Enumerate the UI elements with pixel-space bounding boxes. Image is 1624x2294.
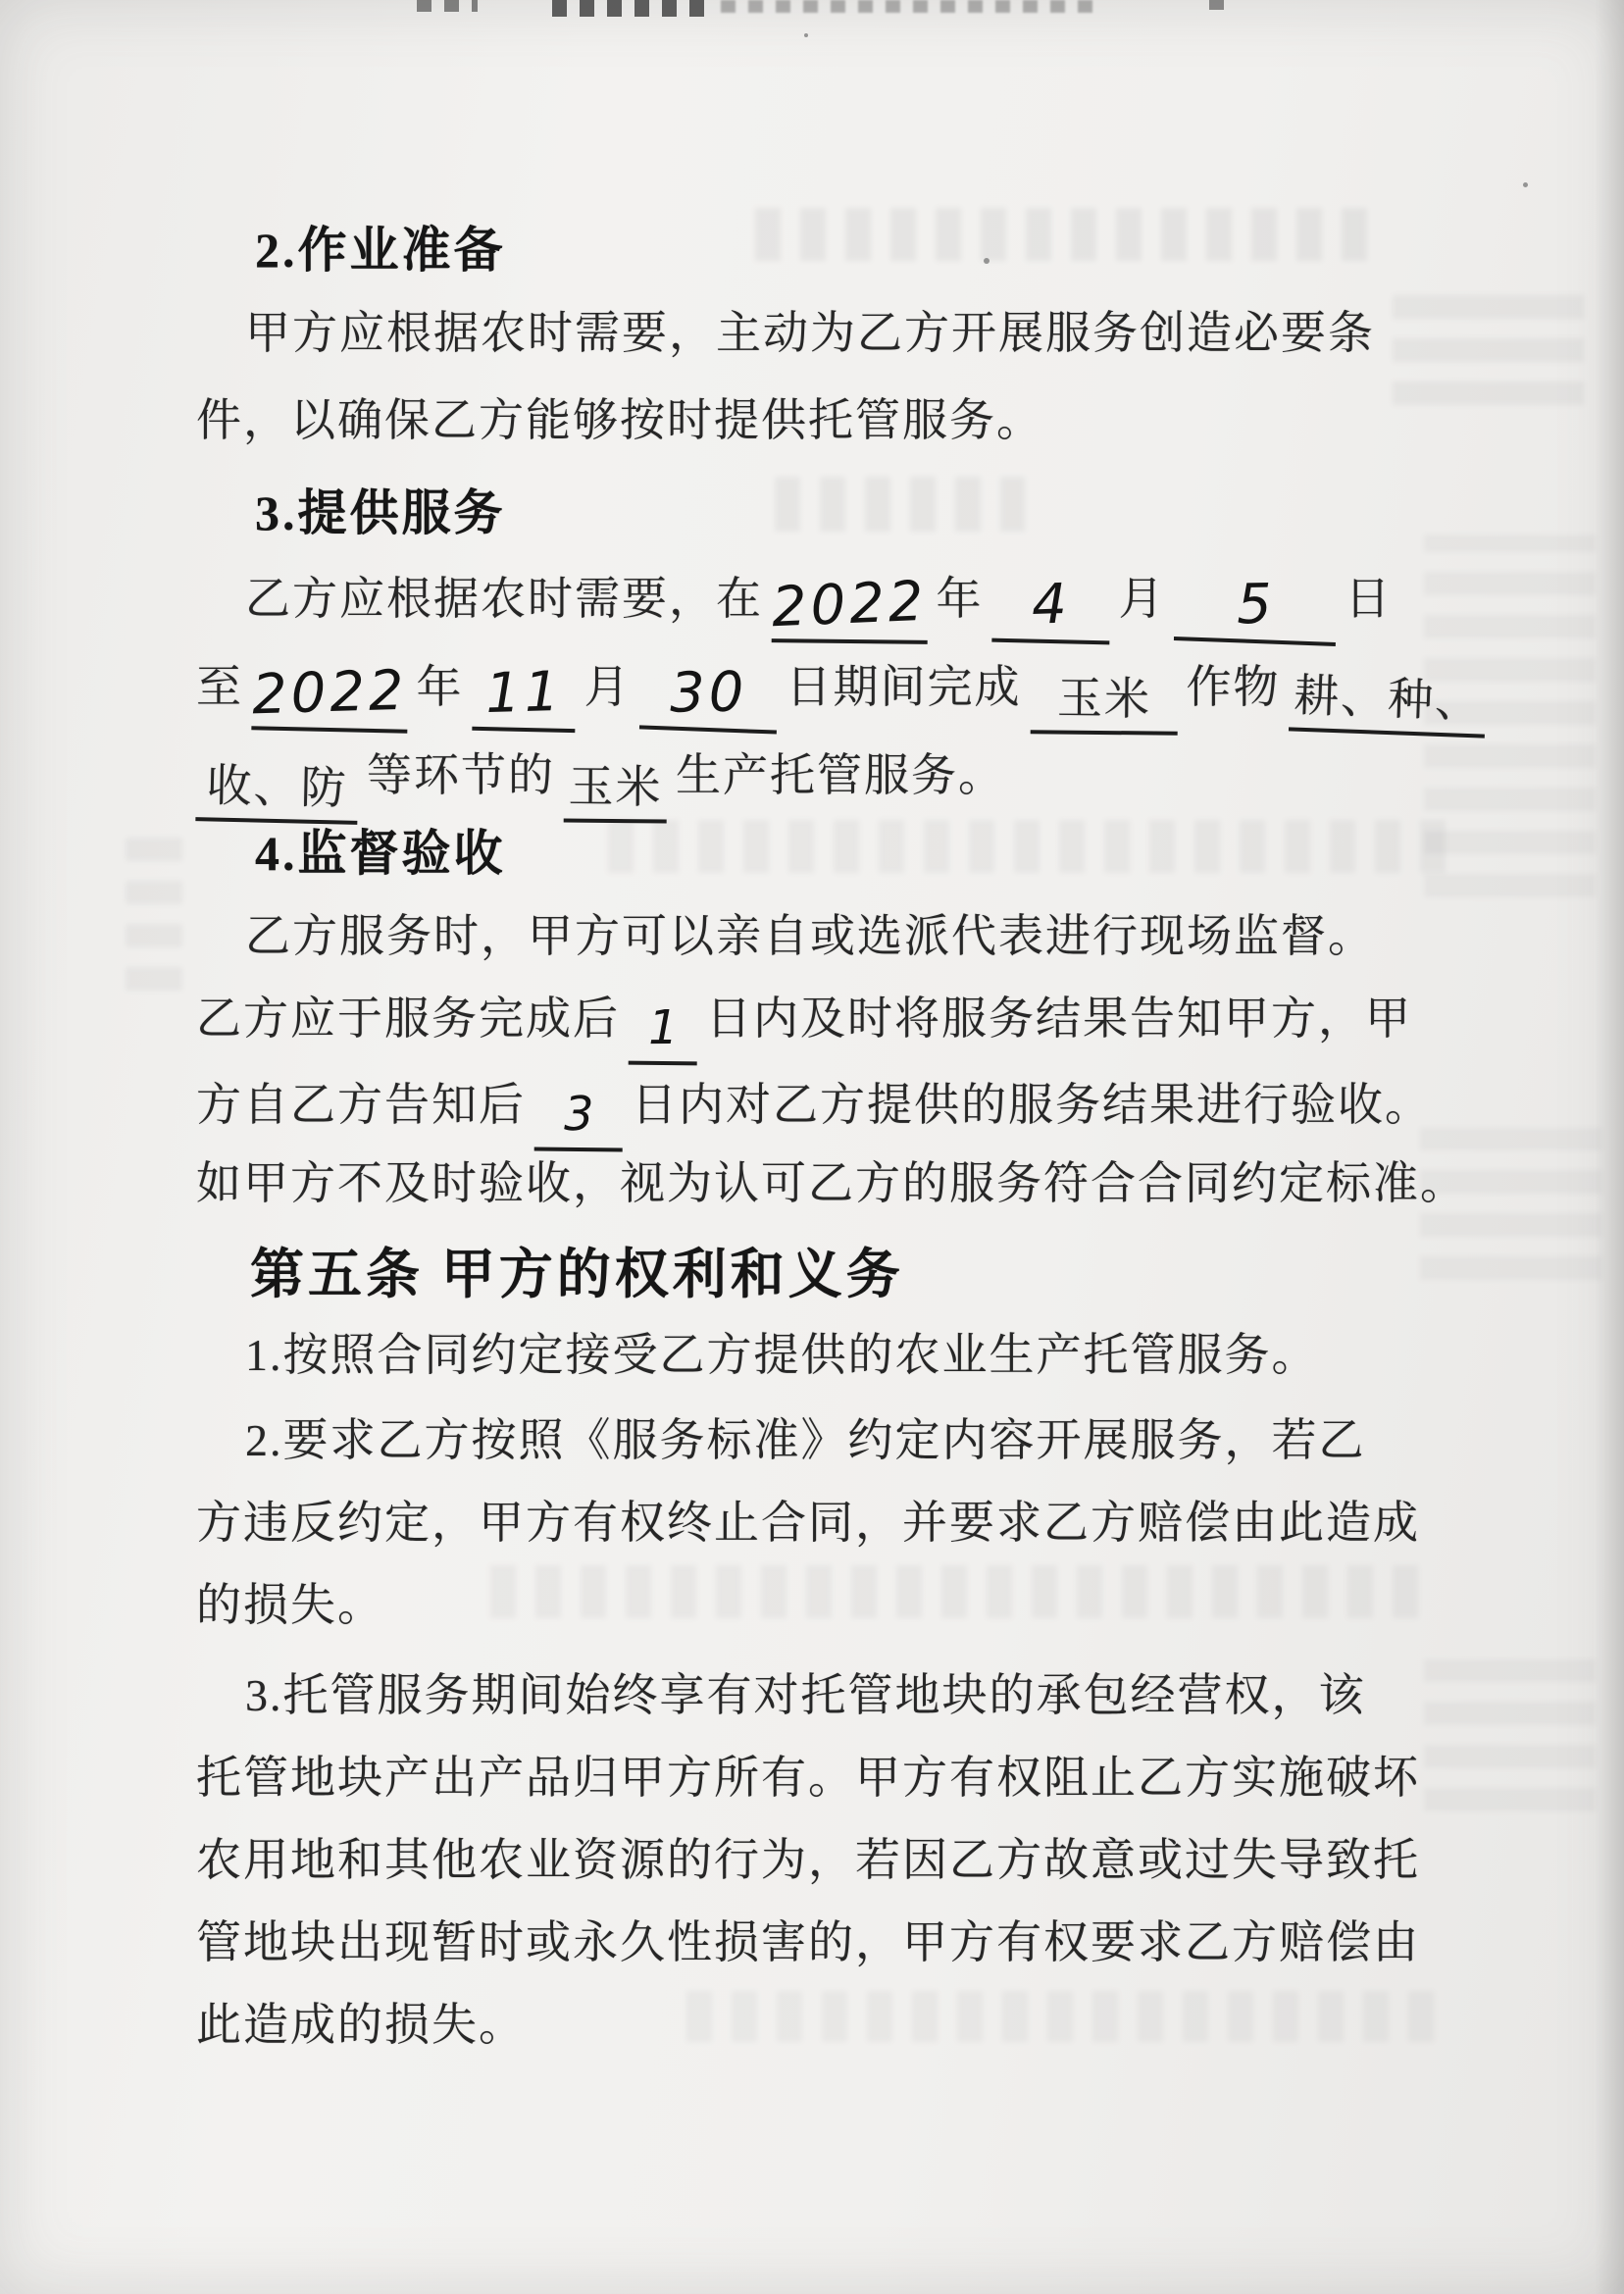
service-links-filled-2: 收、防: [206, 760, 349, 814]
section-4-line-1: 乙方服务时，甲方可以亲自或选派代表进行现场监督。: [245, 911, 1375, 961]
start-month-blank: [991, 572, 1110, 645]
month-label: 月: [584, 662, 632, 712]
article-5-item-3-line-2: 托管地块产出产品归甲方所有。甲方有权阻止乙方实施破坏: [196, 1753, 1420, 1803]
ink-speck: [804, 33, 808, 37]
period-end-prefix: 至: [196, 662, 243, 712]
accept-suffix: 日内对乙方提供的服务结果进行验收。: [632, 1080, 1432, 1130]
bleedthrough-artifact: [1393, 292, 1584, 405]
end-month-blank: [472, 659, 576, 733]
section-4-line-2: [196, 983, 1412, 1065]
crop-name-blank: [1030, 673, 1178, 736]
period-mid-text: 日期间完成: [786, 662, 1022, 712]
article-5-item-3-line-4: 管地块出现暂时或永久性损害的，甲方有权要求乙方赔偿由: [196, 1917, 1420, 1967]
bleedthrough-artifact: [1424, 1659, 1596, 1811]
year-label: 年: [416, 662, 464, 712]
crop-word: 作物: [1186, 662, 1281, 712]
section-4-line-4: 如甲方不及时验收，视为认可乙方的服务符合合同约定标准。: [196, 1158, 1467, 1208]
scan-edge-fragment: [552, 0, 704, 17]
article-5-item-3-line-5: 此造成的损失。: [196, 2000, 526, 2050]
article-5-item-2-line-1: 2.要求乙方按照《服务标准》约定内容开展服务，若乙: [245, 1415, 1366, 1465]
start-day-blank: [1173, 572, 1337, 646]
service-period-line-1: [245, 563, 1393, 643]
ink-speck: [1523, 182, 1528, 187]
notify-prefix: 乙方应于服务完成后: [196, 994, 620, 1044]
bleedthrough-artifact: [755, 208, 1383, 261]
bleedthrough-artifact: [126, 819, 182, 991]
service-links-filled: 耕、种、: [1292, 670, 1483, 728]
ink-speck: [984, 258, 990, 264]
section-4-heading: 4.监督验收: [255, 826, 506, 881]
month-label: 月: [1118, 574, 1166, 624]
service-period-line-2: [196, 651, 1495, 735]
crop-name-filled-2: 玉米: [568, 761, 663, 813]
section-3-heading: 3.提供服务: [255, 485, 506, 540]
scan-edge-fragment: [721, 0, 1103, 13]
service-period-line-3: [196, 739, 1005, 823]
accept-prefix: 方自乙方告知后: [196, 1080, 526, 1130]
start-month-handwritten: 4: [1030, 572, 1072, 637]
start-day-handwritten: 5: [1235, 572, 1276, 637]
article-5-item-2-line-3: 的损失。: [196, 1580, 384, 1630]
service-tail-text: 生产托管服务。: [676, 750, 1005, 800]
end-year-blank: [251, 658, 409, 734]
bleedthrough-artifact: [775, 477, 1025, 532]
period-start-prefix: 乙方应根据农时需要，在: [245, 574, 763, 624]
bleedthrough-artifact: [490, 1565, 1422, 1618]
scan-edge-fragment: [1209, 0, 1237, 10]
crop-name-filled: 玉米: [1056, 673, 1151, 725]
notify-suffix: 日内及时将服务结果告知甲方，甲: [706, 994, 1412, 1044]
accept-days-blank: [534, 1086, 624, 1152]
links-mid-text: 等环节的: [367, 750, 555, 800]
article-5-heading: 第五条 甲方的权利和义务: [250, 1245, 904, 1304]
accept-days-handwritten: 3: [563, 1086, 594, 1143]
day-label: 日: [1345, 574, 1393, 624]
start-year-blank: [770, 569, 929, 644]
article-5-item-2-line-2: 方违反约定，甲方有权终止合同，并要求乙方赔偿由此造成: [196, 1498, 1420, 1548]
service-links-blank: [1288, 670, 1486, 738]
end-year-handwritten: 2022: [251, 658, 409, 728]
notify-days-blank: [629, 999, 698, 1066]
section-2-heading: 2.作业准备: [255, 223, 506, 278]
scan-edge-fragment: [417, 0, 478, 12]
section-4-line-3: [196, 1069, 1432, 1151]
section-2-paragraph-line-1: 甲方应根据农时需要，主动为乙方开展服务创造必要条: [245, 308, 1375, 358]
notify-days-handwritten: 1: [647, 999, 679, 1056]
start-year-handwritten: 2022: [770, 569, 929, 640]
section-2-paragraph-line-2: 件，以确保乙方能够按时提供托管服务。: [196, 395, 1043, 445]
article-5-item-3-line-1: 3.托管服务期间始终享有对托管地块的承包经营权，该: [245, 1670, 1366, 1720]
crop-name-blank-2: [564, 761, 668, 823]
end-month-handwritten: 11: [483, 659, 564, 727]
end-day-handwritten: 30: [669, 660, 748, 726]
end-day-blank: [638, 660, 778, 734]
article-5-item-3-line-3: 农用地和其他农业资源的行为，若因乙方故意或过失导致托: [196, 1835, 1420, 1885]
article-5-item-1: 1.按照合同约定接受乙方提供的农业生产托管服务。: [245, 1330, 1319, 1380]
year-label: 年: [936, 574, 984, 624]
bleedthrough-artifact: [608, 820, 1451, 873]
bleedthrough-artifact: [686, 1991, 1451, 2042]
